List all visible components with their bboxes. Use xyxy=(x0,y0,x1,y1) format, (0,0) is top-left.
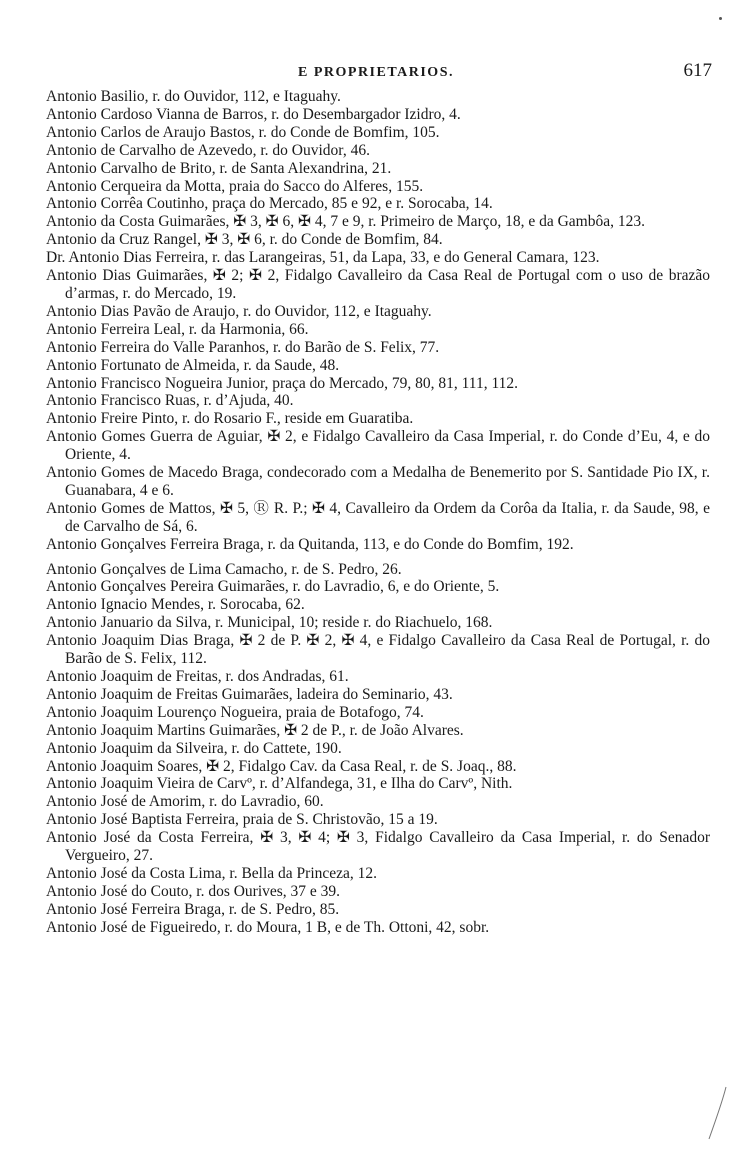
directory-entry: Antonio José da Costa Lima, r. Bella da Princeza, 12. xyxy=(46,864,378,882)
directory-entry: Antonio Fortunato de Almeida, r. da Saude, 48. xyxy=(46,356,340,374)
directory-entry: Antonio Joaquim Soares, ✠ 2, Fidalgo Cav. da Casa Real, r. de S. Joaq., 88. xyxy=(46,757,517,775)
directory-entry: Antonio Dias Pavão de Araujo, r. do Ouvidor, 112, e Itaguahy. xyxy=(46,302,432,320)
directory-entry: Antonio Corrêa Coutinho, praça do Mercado, 85 e 92, e r. Sorocaba, 14. xyxy=(46,195,493,213)
directory-entry: Antonio José Baptista Ferreira, praia de S. Christovão, 15 a 19. xyxy=(46,811,438,829)
directory-entry: Antonio Joaquim de Freitas Guimarães, ladeira do Seminario, 43. xyxy=(46,685,453,703)
directory-entry: Antonio Gomes de Mattos, ✠ 5, Ⓡ R. P.; ✠ 4, Cavalleiro da Ordem da Corôa da Italia, r. da Saude, 98, e de Carvalho de Sá, 6. xyxy=(46,499,710,535)
directory-entry: Antonio José da Costa Ferreira, ✠ 3, ✠ 4; ✠ 3, Fidalgo Cavalleiro da Casa Imperial, r. do Senador Vergueiro, 27. xyxy=(46,829,710,865)
directory-entry: Antonio Francisco Ruas, r. d’Ajuda, 40. xyxy=(46,392,294,410)
directory-entry: Antonio Ferreira do Valle Paranhos, r. do Barão de S. Felix, 77. xyxy=(46,338,440,356)
directory-entry: Antonio Ignacio Mendes, r. Sorocaba, 62. xyxy=(46,596,305,614)
directory-entry: Antonio Carlos de Araujo Bastos, r. do Conde de Bomfim, 105. xyxy=(46,123,440,141)
directory-entry: Antonio Cardoso Vianna de Barros, r. do Desembargador Izidro, 4. xyxy=(46,105,461,123)
directory-entry: Antonio Joaquim da Silveira, r. do Cattete, 190. xyxy=(46,739,342,757)
directory-entry: Antonio de Carvalho de Azevedo, r. do Ouvidor, 46. xyxy=(46,141,370,159)
directory-entry: Antonio da Costa Guimarães, ✠ 3, ✠ 6, ✠ 4, 7 e 9, r. Primeiro de Março, 18, e da Gambôa, 123. xyxy=(46,213,645,231)
directory-entry: Antonio Gonçalves de Lima Camacho, r. de S. Pedro, 26. xyxy=(46,560,402,578)
directory-entry: Dr. Antonio Dias Ferreira, r. das Larangeiras, 51, da Lapa, 33, e do General Camara, 123. xyxy=(46,249,600,267)
directory-entry: Antonio Ferreira Leal, r. da Harmonia, 66. xyxy=(46,320,309,338)
directory-entry: Antonio da Cruz Rangel, ✠ 3, ✠ 6, r. do Conde de Bomfim, 84. xyxy=(46,231,443,249)
directory-entry: Antonio Joaquim Dias Braga, ✠ 2 de P. ✠ 2, ✠ 4, e Fidalgo Cavalleiro da Casa Real de Portugal, r. do Barão de S. Felix, 112. xyxy=(46,632,710,668)
directory-entry: Antonio Joaquim de Freitas, r. dos Andradas, 61. xyxy=(46,668,349,685)
page-header xyxy=(40,62,712,84)
ink-speck xyxy=(719,17,722,20)
directory-entry: Antonio Cerqueira da Motta, praia do Sacco do Alferes, 155. xyxy=(46,177,424,195)
running-title: E PROPRIETARIOS. xyxy=(298,65,454,80)
pencil-mark-icon xyxy=(706,1085,728,1141)
page-number: 617 xyxy=(683,60,712,81)
directory-entry: Antonio Dias Guimarães, ✠ 2; ✠ 2, Fidalgo Cavalleiro da Casa Real de Portugal com o uso de brazão d’armas, r. do Mercado, 19. xyxy=(46,267,710,302)
directory-entry: Antonio Gomes de Macedo Braga, condecorado com a Medalha de Benemerito por S. Santidade Pio IX, r. Guanabara, 4 e 6. xyxy=(46,464,710,499)
directory-entry: Antonio Gonçalves Ferreira Braga, r. da Quitanda, 113, e do Conde do Bomfim, 192. xyxy=(46,535,574,553)
directory-entry: Antonio José Ferreira Braga, r. de S. Pedro, 85. xyxy=(46,900,340,918)
directory-entry: Antonio Carvalho de Brito, r. de Santa Alexandrina, 21. xyxy=(46,159,392,177)
directory-entry: Antonio Joaquim Lourenço Nogueira, praia de Botafogo, 74. xyxy=(46,703,424,721)
directory-entry: Antonio Joaquim Vieira de Carvº, r. d’Alfandega, 31, e Ilha do Carvº, Nith. xyxy=(46,775,513,793)
directory-entry: Antonio Januario da Silva, r. Municipal, 10; reside r. do Riachuelo, 168. xyxy=(46,614,493,632)
directory-entry: Antonio José de Figueiredo, r. do Moura, 1 B, e de Th. Ottoni, 42, sobr. xyxy=(46,918,490,936)
directory-entry: Antonio Gonçalves Pereira Guimarães, r. do Lavradio, 6, e do Oriente, 5. xyxy=(46,578,500,596)
directory-entry: Antonio José de Amorim, r. do Lavradio, 60. xyxy=(46,793,324,811)
directory-entry: Antonio José do Couto, r. dos Ourives, 37 e 39. xyxy=(46,882,341,900)
directory-entry: Antonio Freire Pinto, r. do Rosario F., reside em Guaratiba. xyxy=(46,410,414,428)
directory-entry: Antonio Basilio, r. do Ouvidor, 112, e Itaguahy. xyxy=(46,88,341,105)
proprietor-list xyxy=(46,88,710,937)
directory-entry: Antonio Francisco Nogueira Junior, praça do Mercado, 79, 80, 81, 111, 112. xyxy=(46,374,519,392)
directory-entry: Antonio Gomes Guerra de Aguiar, ✠ 2, e Fidalgo Cavalleiro da Casa Imperial, r. do Conde d’Eu, 4, e do Oriente, 4. xyxy=(46,428,710,464)
directory-entry: Antonio Joaquim Martins Guimarães, ✠ 2 de P., r. de João Alvares. xyxy=(46,721,464,739)
